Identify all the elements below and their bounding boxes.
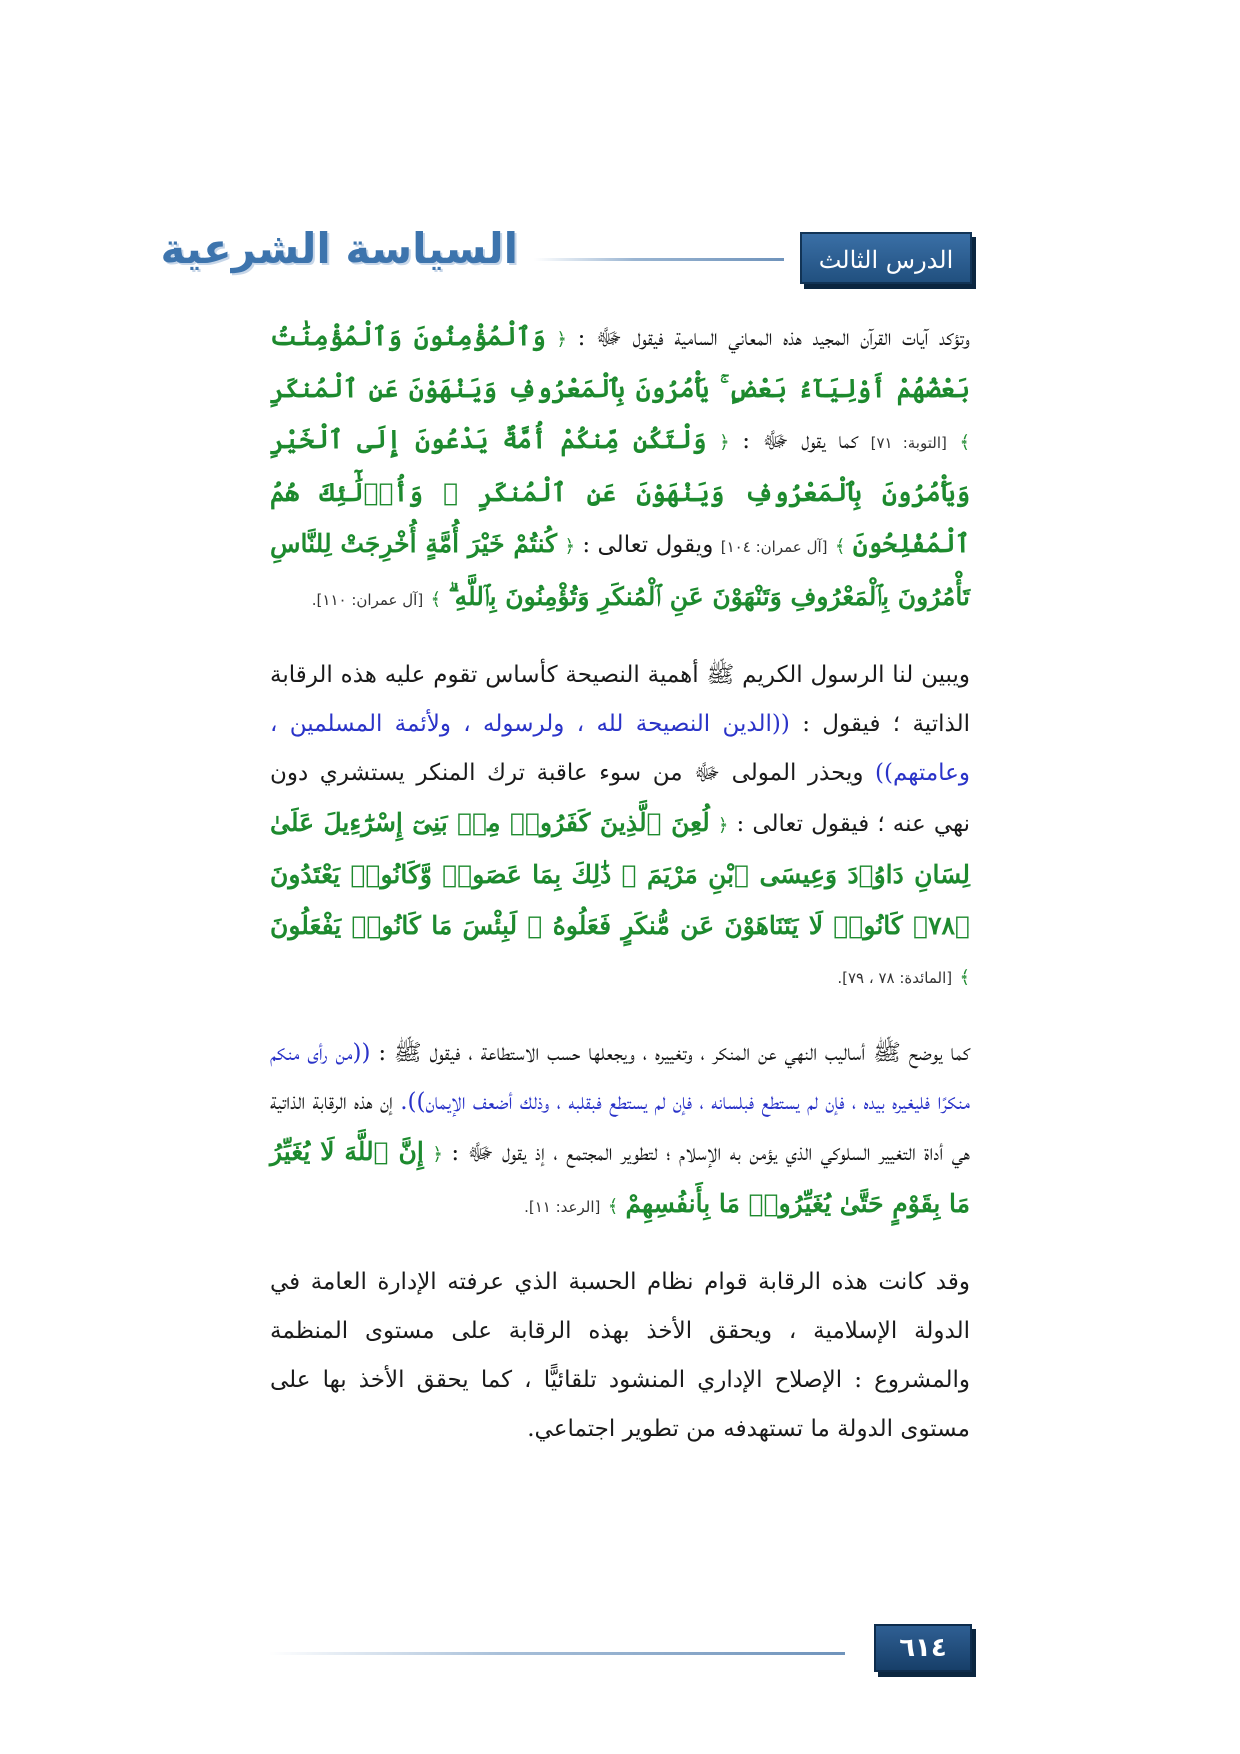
paragraph-4	[270, 1258, 970, 1454]
hadith-quote: ((الدين النصيحة لله ، ولرسوله ، ولأئمة المسلمين ، وعامتهم))	[270, 711, 971, 786]
quran-verse: وَٱلْمُؤْمِنُونَ وَٱلْمُؤْمِنَٰتُ بَعْضُهُمْ أَوْلِيَآءُ بَعْضٍ ۚ يَأْمُرُونَ بِٱلْمَعْرُوفِ وَيَنْهَوْنَ عَنِ ٱلْمُنكَرِ	[270, 322, 970, 403]
ornate-bracket-open: ﴿	[564, 536, 575, 557]
paragraph-text: وتؤكد آيات القرآن المجيد هذه المعاني السامية فيقول ﷻ :	[577, 325, 971, 351]
page-body	[270, 312, 970, 1480]
ornate-bracket-close: ﴾	[607, 1196, 619, 1217]
paragraph-text: ويحذر المولى ﷻ من سوء عاقبة ترك المنكر يستشري دون نهي عنه ؛ فيقول تعالى :	[270, 760, 971, 837]
paragraph-text: كما يقول ﷻ :	[742, 428, 858, 454]
ornate-bracket-open: ﴿	[556, 329, 567, 350]
lesson-badge: الدرس الثالث عشر	[800, 232, 972, 284]
ornate-bracket-open: ﴿	[432, 1144, 443, 1165]
verse-reference: [آل عمران: ١١٠].	[311, 591, 424, 609]
ornate-bracket-open: ﴿	[719, 432, 730, 453]
quran-verse: كُنتُمْ خَيْرَ أُمَّةٍ أُخْرِجَتْ لِلنَّاسِ تَأْمُرُونَ بِٱلْمَعْرُوفِ وَتَنْهَوْنَ عَنِ ٱلْمُنكَرِ وَتُؤْمِنُونَ بِٱللَّهِ ۗ	[270, 529, 970, 611]
paragraph-3	[270, 1029, 970, 1232]
hadith-quote: ((من رأى منكم منكرًا فليغيره بيده ، فإن لم يستطع فبلسانه ، فإن لم يستطع فبقلبه ، وذلك أضعف الإيمان)).	[270, 1040, 971, 1115]
paragraph-text: إن هذه الرقابة الذاتية هي أداة التغيير السلوكي الذي يؤمن به الإسلام ؛ لتطوير المجتمع ، إذ يقول ﷻ :	[270, 1089, 970, 1166]
paragraph-1	[270, 312, 970, 625]
ornate-bracket-close: ﴾	[959, 967, 970, 988]
verse-reference: [المائدة: ٧٨ ، ٧٩].	[837, 969, 953, 987]
verse-reference: [الرعد: ١١].	[524, 1198, 601, 1216]
verse-reference: [التوبة: ٧١]	[870, 434, 947, 452]
header-divider	[534, 258, 784, 261]
footer-divider	[269, 1652, 845, 1655]
quran-verse: لُعِنَ ٱلَّذِينَ كَفَرُوا۟ مِنۢ بَنِىٓ إِسْرَٰٓءِيلَ عَلَىٰ لِسَانِ دَاوُۥدَ وَعِيسَى ٱبْنِ مَرْيَمَ ۚ ذَٰلِكَ بِمَا عَصَوا۟ وَّكَانُوا۟ يَعْتَدُونَ ﴿٧٨﴾ كَانُوا۟ لَا يَتَنَاهَوْنَ عَن مُّنكَرٍ فَعَلُوهُ ۚ لَبِئْسَ مَا كَانُوا۟ يَفْعَلُونَ	[270, 808, 970, 940]
quran-verse: إِنَّ ٱللَّهَ لَا يُغَيِّرُ مَا بِقَوْمٍ حَتَّىٰ يُغَيِّرُوا۟ مَا بِأَنفُسِهِمْ	[270, 1137, 970, 1218]
book-title: السياسة الشرعية	[160, 224, 518, 273]
quran-verse: وَلْتَكُن مِّنكُمْ أُمَّةٌ يَدْعُونَ إِلَى ٱلْخَيْرِ وَيَأْمُرُونَ بِٱلْمَعْرُوفِ وَيَنْهَوْنَ عَنِ ٱلْمُنكَرِ ۚ وَأُو۟لَٰٓئِكَ هُمُ ٱلْمُفْلِحُونَ	[270, 425, 971, 558]
verse-reference: [آل عمران: ١٠٤]	[720, 538, 828, 556]
ornate-bracket-open: ﴿	[717, 815, 729, 836]
paragraph-text: وقد كانت هذه الرقابة قوام نظام الحسبة الذي عرفته الإدارة العامة في الدولة الإسلامية ، ويحقق الأخذ بهذه الرقابة على مستوى المنظمة والمشروع : الإصلاح الإداري المنشود تلقائيًّا ، كما يحقق الأخذ بها على مستوى الدولة ما تستهدفه من تطوير اجتماعي.	[270, 1269, 970, 1442]
ornate-bracket-close: ﴾	[834, 536, 846, 557]
paragraph-text: كما يوضح ﷺ أساليب النهي عن المنكر ، وتغييره ، ويجعلها حسب الاستطاعة ، فيقول ﷺ :	[378, 1040, 970, 1066]
paragraph-text: ويقول تعالى :	[582, 532, 714, 558]
page-header	[0, 224, 1240, 326]
ornate-bracket-close: ﴾	[430, 589, 442, 610]
ornate-bracket-close: ﴾	[959, 432, 971, 453]
page-number: ٦١٤	[874, 1624, 972, 1672]
paragraph-2	[270, 651, 970, 1003]
paragraph-text: ويبين لنا الرسول الكريم ﷺ أهمية النصيحة كأساس تقوم عليه هذه الرقابة الذاتية ؛ فيقول :	[270, 662, 970, 737]
